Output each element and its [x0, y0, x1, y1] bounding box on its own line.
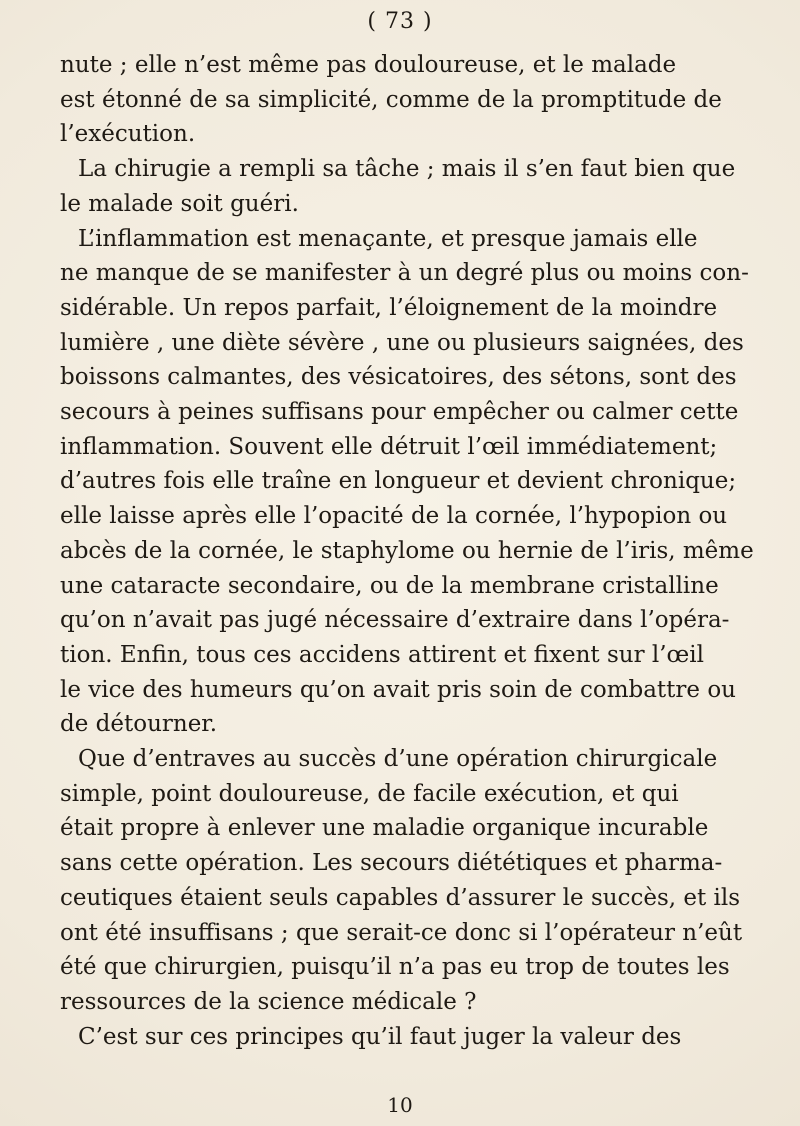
text-line: qu’on n’avait pas jugé nécessaire d’extraire dans l’opéra-: [60, 607, 730, 634]
body-text: [60, 48, 754, 1054]
paragraph: [60, 48, 740, 152]
text-line: abcès de la cornée, le staphylome ou hernie de l’iris, même: [60, 537, 754, 564]
paragraph: [60, 152, 740, 221]
text-line: d’autres fois elle traîne en longueur et devient chronique;: [60, 468, 737, 495]
text-line: simple, point douloureuse, de facile exécution, et qui: [60, 780, 679, 807]
text-line: boissons calmantes, des vésicatoires, des sétons, sont des: [60, 364, 737, 391]
text-line: Que d’entraves au succès d’une opération chirurgicale: [78, 746, 718, 773]
paragraph: [60, 742, 743, 1020]
text-line: été que chirurgien, puisqu’il n’a pas eu trop de toutes les: [60, 954, 730, 981]
text-line: ne manque de se manifester à un degré plus ou moins con-: [60, 260, 749, 287]
page-number: ( 73 ): [367, 9, 433, 34]
paragraph: [60, 222, 754, 743]
text-line: ont été insuffisans ; que serait-ce donc si l’opérateur n’eût: [60, 919, 743, 946]
text-line: ressources de la science médicale ?: [60, 988, 477, 1015]
text-line: sidérable. Un repos parfait, l’éloignement de la moindre: [60, 294, 718, 321]
text-line: L’inflammation est menaçante, et presque jamais elle: [78, 225, 698, 252]
text-line: le malade soit guéri.: [60, 190, 299, 217]
text-line: inflammation. Souvent elle détruit l’œil immédiatement;: [60, 433, 718, 460]
paragraph: [60, 1020, 740, 1055]
text-line: le vice des humeurs qu’on avait pris soin de combattre ou: [60, 676, 736, 703]
text-line: une cataracte secondaire, ou de la membrane cristalline: [60, 572, 719, 599]
text-line: nute ; elle n’est même pas douloureuse, et le malade: [60, 52, 677, 78]
text-line: l’exécution.: [60, 121, 196, 148]
text-line: était propre à enlever une maladie organique incurable: [60, 815, 709, 842]
text-line: est étonné de sa simplicité, comme de la promptitude de: [60, 86, 722, 113]
text-line: tion. Enfin, tous ces accidens attirent et fixent sur l’œil: [60, 641, 704, 668]
text-line: de détourner.: [60, 711, 218, 738]
text-line: La chirugie a rempli sa tâche ; mais il s’en faut bien que: [78, 156, 736, 183]
text-line: elle laisse après elle l’opacité de la cornée, l’hypopion ou: [60, 503, 728, 530]
text-line: lumière , une diète sévère , une ou plusieurs saignées, des: [60, 329, 744, 356]
text-line: C’est sur ces principes qu’il faut juger la valeur des: [78, 1023, 682, 1050]
text-line: sans cette opération. Les secours diététiques et pharma-: [60, 850, 723, 877]
text-line: secours à peines suffisans pour empêcher ou calmer cette: [60, 399, 739, 426]
text-line: ceutiques étaient seuls capables d’assurer le succès, et ils: [60, 884, 741, 911]
signature-mark: 10: [387, 1093, 413, 1117]
